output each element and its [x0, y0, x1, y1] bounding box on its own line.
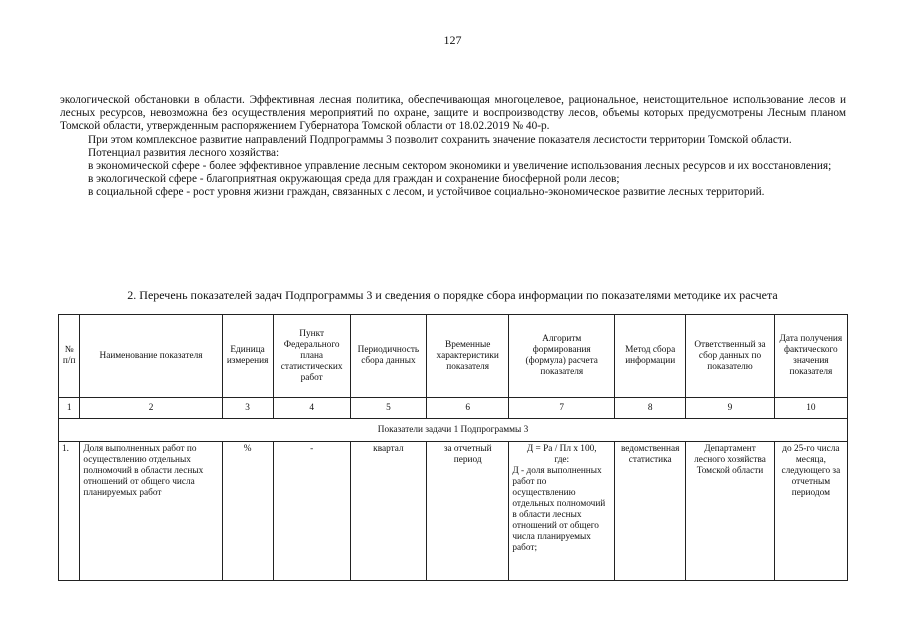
column-number: 10 — [774, 398, 847, 419]
section-title: 2. Перечень показателей задач Подпрограммы 3 и сведения о порядке сбора информации по показателями методике их расчета — [127, 288, 778, 302]
row-number: 1. — [59, 442, 80, 581]
column-number: 4 — [273, 398, 350, 419]
column-header: № п/п — [59, 315, 80, 398]
column-number: 5 — [350, 398, 426, 419]
column-number: 3 — [222, 398, 273, 419]
paragraph: в экономической сфере - более эффективное управление лесным сектором экономики и увеличение использования лесных ресурсов и их восстановления; — [88, 160, 832, 173]
paragraph: в экологической сфере - благоприятная окружающая среда для граждан и сохранение биосферной роли лесов; — [88, 173, 620, 186]
formula-description: Д - доля выполненных работ по осуществлению отдельных полномочий в области лесных отношений от общего числа планируемых работ; — [512, 466, 606, 553]
page-number: 127 — [443, 33, 462, 47]
table-row — [59, 442, 848, 581]
formula-where: где: — [554, 455, 570, 465]
column-number-row — [59, 398, 848, 419]
body-text — [60, 94, 846, 200]
column-header: Алгоритм формирования (формула) расчета показателя — [509, 315, 615, 398]
column-header: Ответственный за сбор данных по показателю — [686, 315, 774, 398]
plan-item-cell: - — [273, 442, 350, 581]
column-number: 8 — [615, 398, 686, 419]
column-number: 9 — [686, 398, 774, 419]
column-header: Наименование показателя — [80, 315, 222, 398]
method-cell: ведомственная статистика — [615, 442, 686, 581]
formula: Д = Pa / Пл x 100, — [526, 444, 597, 454]
paragraph: в социальной сфере - рост уровня жизни граждан, связанных с лесом, и устойчивое социально-экономическое развитие лесных территорий. — [88, 186, 765, 199]
paragraph: Потенциал развития лесного хозяйства: — [88, 146, 280, 159]
column-header: Пункт Федерального плана статистических работ — [273, 315, 350, 398]
column-header: Временные характеристики показателя — [427, 315, 509, 398]
paragraph: экологической обстановки в области. Эффективная лесная политика, обеспечивающая многоцелевое, рациональное, неистощительное использование лесов и лесных ресурсов, невозможна без осуществления мероприятий по охране, защите и воспроизводству лесов, объемы которых предусмотрены Лесным планом Томской области, утвержденным распоряжением Губернатора Томской области от 18.02.2019 № 40-р. — [60, 94, 846, 133]
group-title: Показатели задачи 1 Подпрограммы 3 — [59, 419, 848, 442]
column-header: Метод сбора информации — [615, 315, 686, 398]
group-row — [59, 419, 848, 442]
column-number: 7 — [509, 398, 615, 419]
column-number: 1 — [59, 398, 80, 419]
periodicity-cell: квартал — [350, 442, 426, 581]
column-number: 2 — [80, 398, 222, 419]
formula-cell — [509, 442, 615, 581]
column-header: Дата получения фактического значения показателя — [774, 315, 847, 398]
column-header: Периодичность сбора данных — [350, 315, 426, 398]
indicator-name: Доля выполненных работ по осуществлению отдельных полномочий в области лесных отношений от общего числа планируемых работ — [80, 442, 222, 581]
responsible-cell: Департамент лесного хозяйства Томской области — [686, 442, 774, 581]
time-characteristic-cell: за отчетный период — [427, 442, 509, 581]
date-cell: до 25-го числа месяца, следующего за отчетным периодом — [774, 442, 847, 581]
column-number: 6 — [427, 398, 509, 419]
table-header-row — [59, 315, 848, 398]
column-header: Единица измерения — [222, 315, 273, 398]
unit-cell: % — [222, 442, 273, 581]
paragraph: При этом комплексное развитие направлений Подпрограммы 3 позволит сохранить значение показателя лесистости территории Томской области. — [88, 133, 792, 146]
indicators-table — [58, 314, 848, 581]
